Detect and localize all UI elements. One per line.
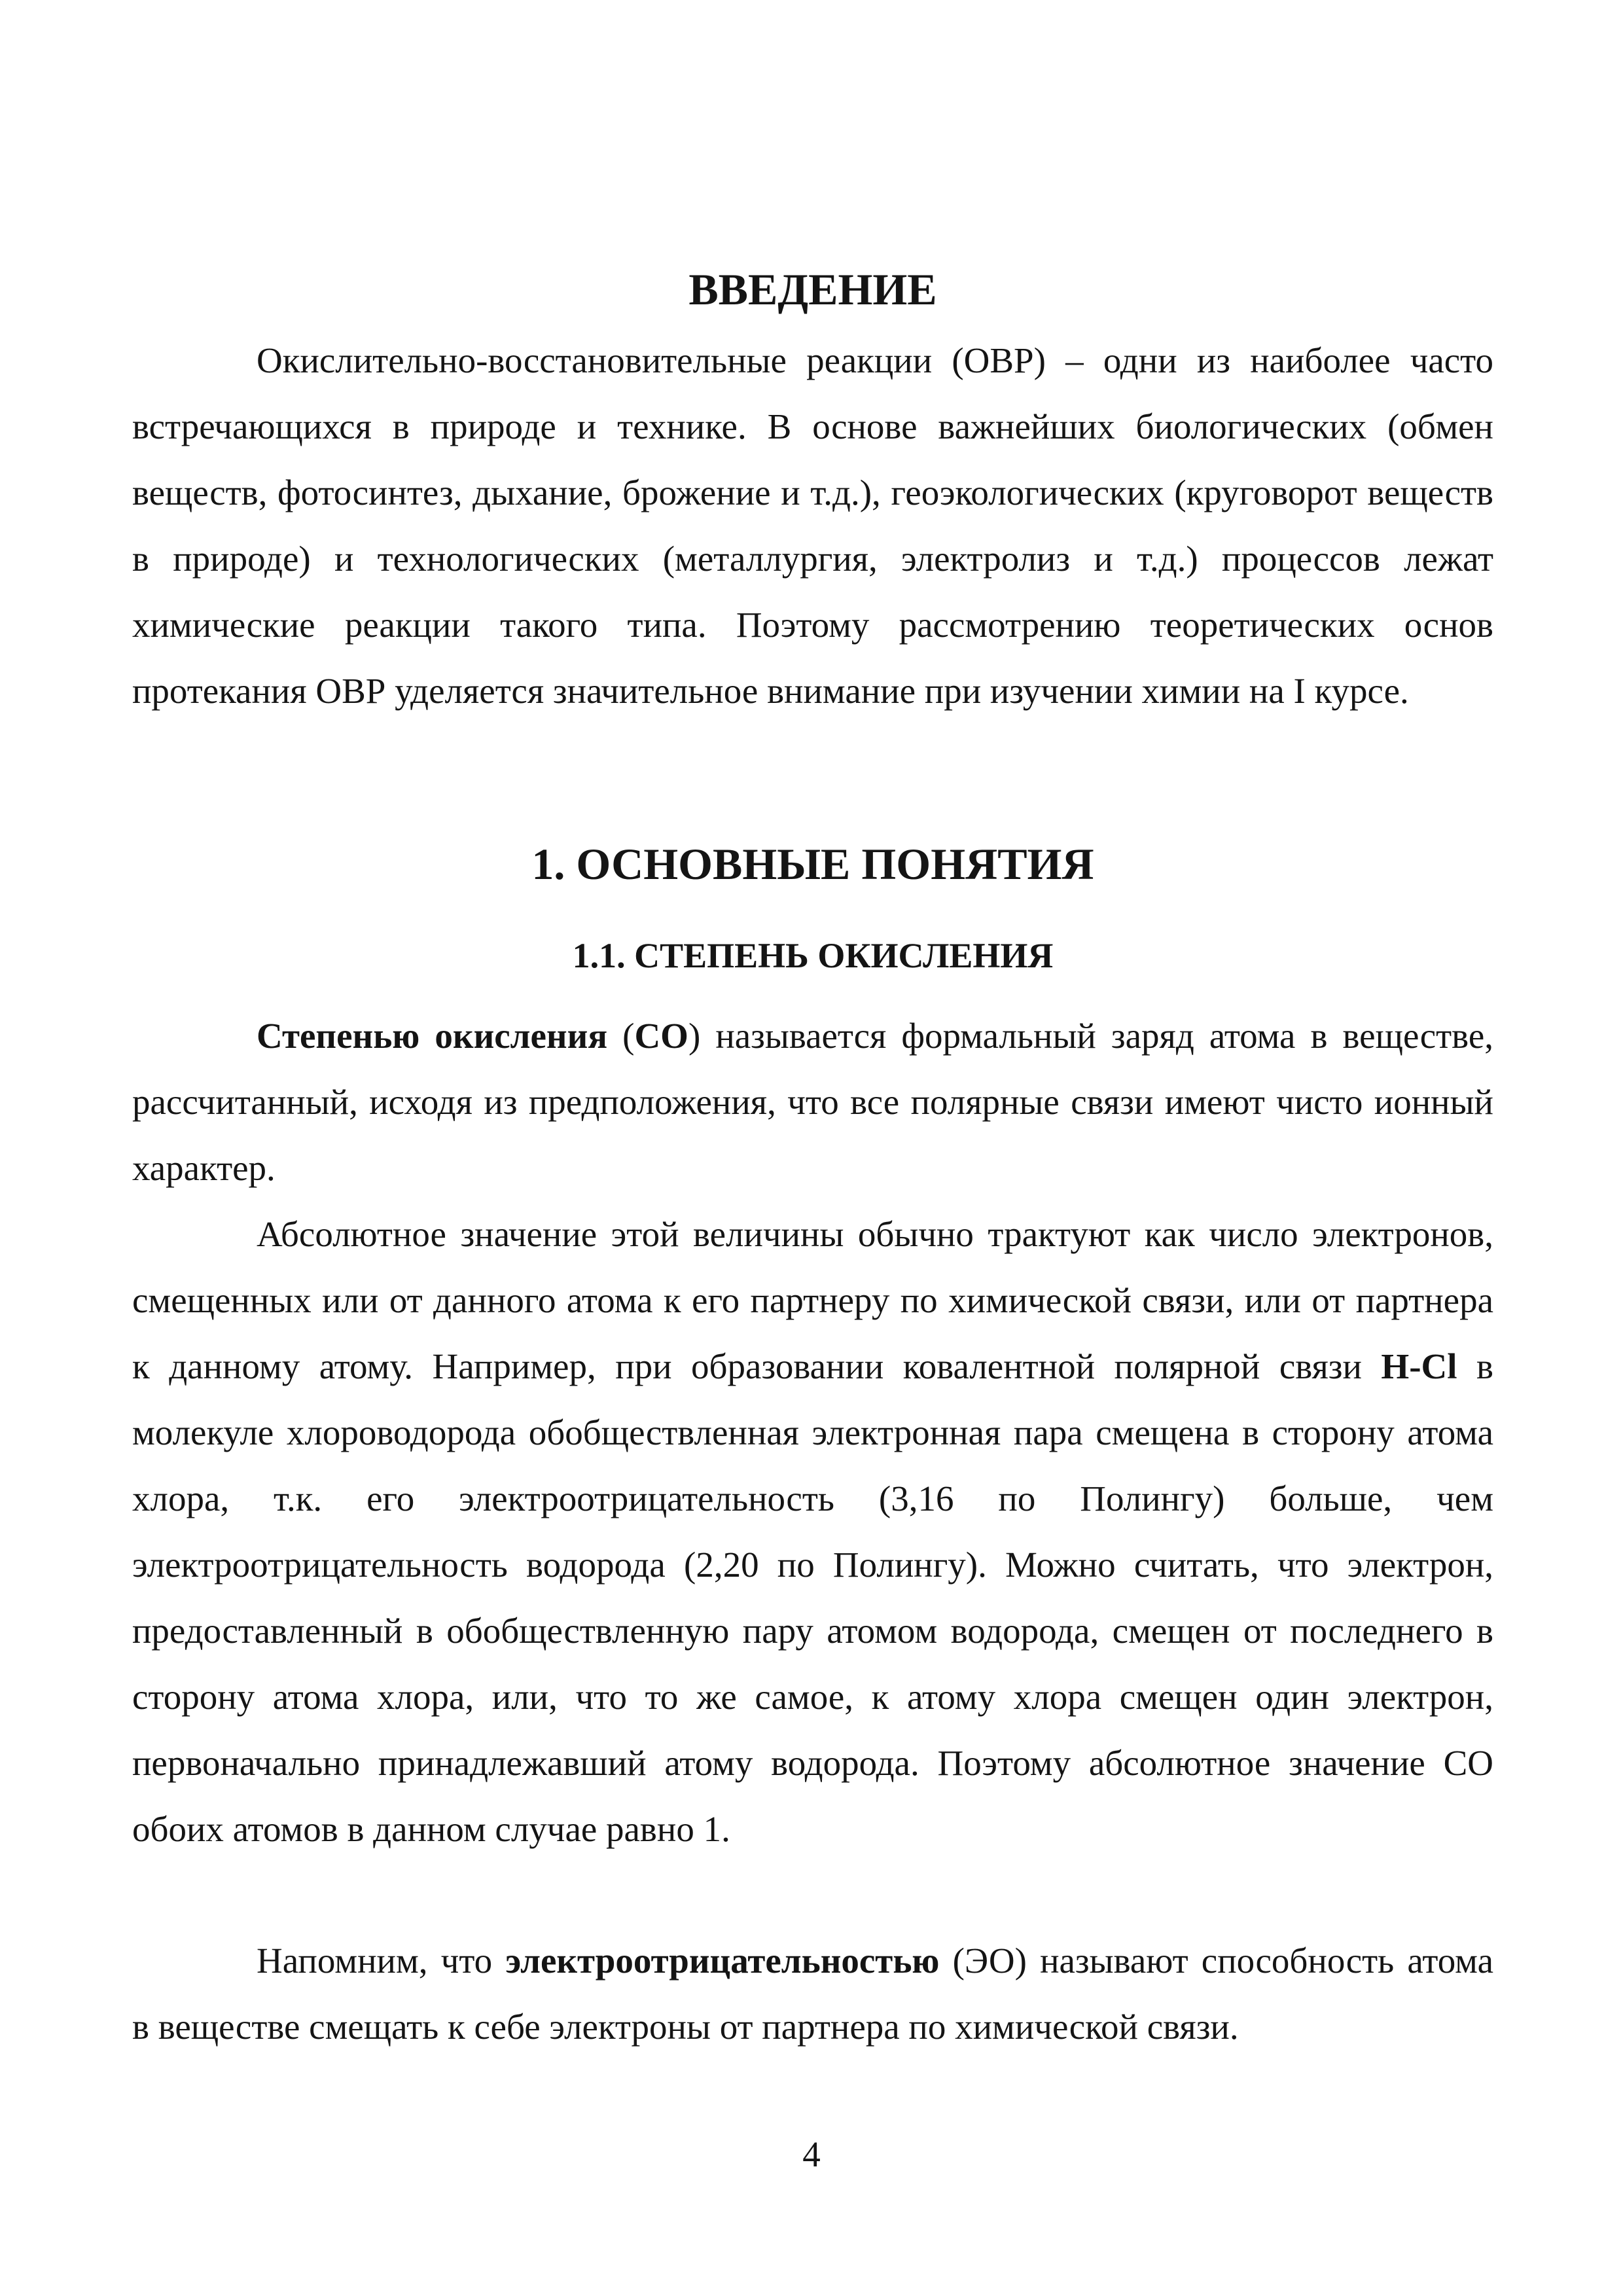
absolute-text-start: Абсолютное значение этой величины обычно трактуют как число электронов, смещенных или от данного атома к его партнеру по химической связи, или от партнера к данному атому. Например, при образовании ковалентной полярной связи xyxy=(132,1214,1493,1386)
definition-abbr: СО xyxy=(634,1016,688,1056)
hcl-formula: H-Cl xyxy=(1381,1346,1457,1386)
intro-heading: ВВЕДЕНИЕ xyxy=(688,264,937,314)
absolute-text-end: в молекуле хлороводорода обобществленная электронная пара смещена в сторону атома хлора, т.к. его электроотрицательность (3,16 по Полингу) больше, чем электроотрицательность водорода (2,20 по Полингу). Можно считать, что электрон, предоставленный в обобществленную пару атомом водорода, смещен от последнего в сторону атома хлора, или, что то же самое, к атому хлора смещен один электрон, первоначально принадлежавший атому водорода. Поэтому абсолютное значение СО обоих атомов в данном случае равно 1. xyxy=(132,1346,1493,1849)
definition-paragraph xyxy=(132,1003,1493,1201)
definition-term: Степенью окисления xyxy=(257,1016,608,1056)
definition-open-paren: ( xyxy=(607,1016,635,1056)
electronegativity-paragraph xyxy=(132,1928,1493,2060)
remind-text-end: (ЭО) называют способность атома в веществе смещать к себе электроны от партнера по химической связи. xyxy=(132,1941,1493,2047)
electronegativity-term: электроотрицательностью xyxy=(505,1941,940,1981)
section-heading: 1. ОСНОВНЫЕ ПОНЯТИЯ xyxy=(531,839,1094,889)
page-number: 4 xyxy=(802,2134,821,2174)
intro-paragraph: Окислительно-восстановительные реакции (ОВР) – одни из наиболее часто встречающихся в природе и технике. В основе важнейших биологических (обмен веществ, фотосинтез, дыхание, брожение и т.д.), геоэкологических (круговорот веществ в природе) и технологических (металлургия, электролиз и т.д.) процессов лежат химические реакции такого типа. Поэтому рассмотрению теоретических основ протекания ОВР уделяется значительное внимание при изучении химии на I курсе. xyxy=(132,340,1493,711)
absolute-value-paragraph xyxy=(132,1201,1493,1862)
remind-text-start: Напомним, что xyxy=(257,1941,506,1981)
subsection-heading: 1.1. СТЕПЕНЬ ОКИСЛЕНИЯ xyxy=(572,936,1054,975)
definition-text: ) называется формальный заряд атома в веществе, рассчитанный, исходя из предположения, что все полярные связи имеют чисто ионный характер. xyxy=(132,1016,1493,1188)
